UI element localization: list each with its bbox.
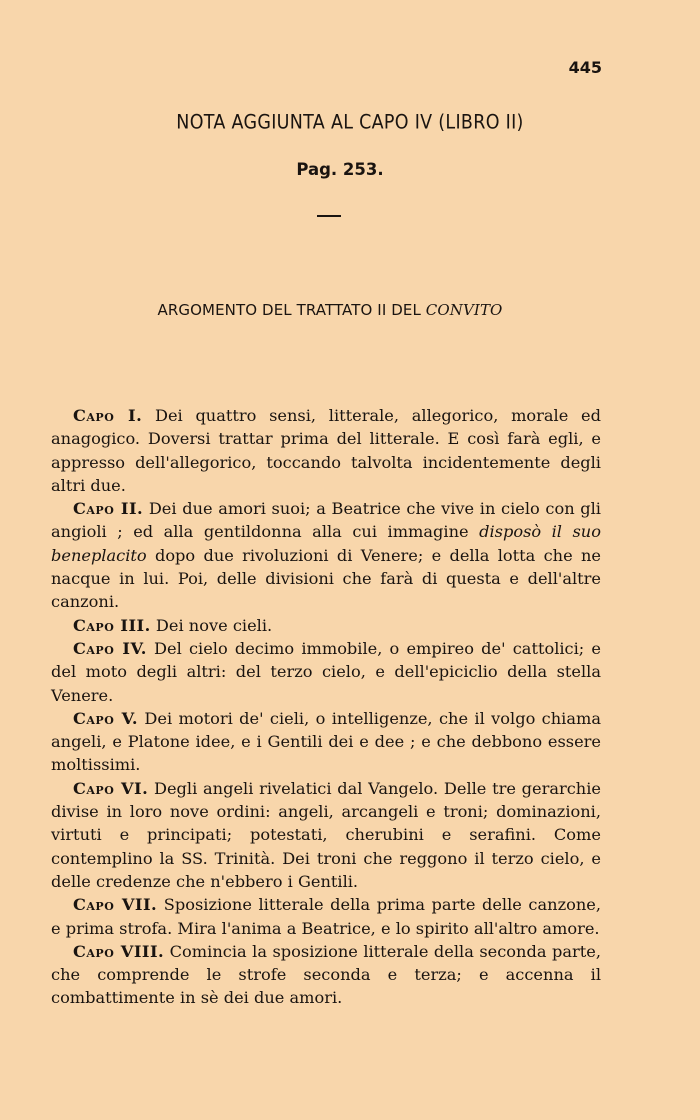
chapter-text: Sposizione litterale della prima parte delle canzone, e prima strofa. Mira l'anima a Beatrice, e lo spirito all'altro amore. [51, 895, 601, 938]
divider-rule [317, 215, 341, 217]
chapter-paragraph [51, 637, 601, 707]
chapter-label: Capo VIII. [73, 941, 165, 961]
subtitle-text: ARGOMENTO DEL TRATTATO II DEL [157, 301, 421, 319]
chapter-text: Dei due amori suoi; a Beatrice che vive in cielo con gli angioli ; ed alla gentildonna alla cui immagine [51, 499, 601, 542]
chapter-text: Comincia la sposizione litterale della seconda parte, che comprende le strofe seconda e terza; e accenna il combattimente in sè dei due amori. [51, 941, 601, 1008]
chapter-paragraph [51, 893, 601, 940]
chapter-text: Dei motori de' cieli, o intelligenze, che il volgo chiama angeli, e Platone idee, e i Gentili dei e dee ; e che debbono essere moltissimi. [51, 708, 602, 775]
page-reference: Pag. 253. [296, 160, 384, 179]
chapter-text: Dei quattro sensi, litterale, allegorico, morale ed anagogico. Doversi trattar prima del litterale. E così farà egli, e appresso dell'allegorico, toccando talvolta incidentemente degli altri due. [51, 406, 601, 495]
chapter-label: Capo II. [73, 499, 144, 519]
chapter-text: Del cielo decimo immobile, o empireo de' cattolici; e del moto degli altri: del terzo cielo, e dell'epiciclio della stella Venere. [51, 638, 601, 705]
page-title: NOTA AGGIUNTA AL CAPO IV (LIBRO II) [176, 111, 524, 135]
chapter-paragraph [51, 404, 601, 497]
chapter-summaries [51, 404, 601, 1010]
chapter-text-continued: dopo due rivoluzioni di Venere; e della lotta che ne nacque in lui. Poi, delle divisioni che farà di questa e dell'altre canzoni. [51, 545, 601, 612]
chapter-label: Capo VII. [73, 895, 158, 915]
page-number: 445 [568, 58, 602, 77]
chapter-paragraph [51, 940, 601, 1010]
subtitle-italic-text: CONVITO [425, 301, 503, 319]
chapter-italic-text: disposò il suo beneplacito [51, 522, 601, 565]
chapter-label: Capo I. [73, 406, 143, 425]
chapter-label: Capo III. [73, 615, 151, 635]
chapter-text: Dei nove cieli. [155, 615, 273, 635]
chapter-label: Capo IV. [73, 638, 147, 658]
chapter-text: Degli angeli rivelatici dal Vangelo. Delle tre gerarchie divise in loro nove ordini: angeli, arcangeli e troni; dominazioni, virtuti e principati; potestati, cherubini e serafini. Come contemplino la SS. Trinità. Dei troni che reggono il terzo cielo, e delle credenze che n'ebbero i Gentili. [51, 778, 601, 891]
chapter-paragraph [51, 777, 601, 893]
chapter-paragraph [51, 614, 601, 637]
chapter-paragraph [51, 707, 601, 777]
chapter-label: Capo V. [73, 708, 139, 728]
chapter-label: Capo VI. [73, 778, 149, 798]
chapter-paragraph [51, 497, 601, 613]
section-subtitle [0, 301, 660, 319]
